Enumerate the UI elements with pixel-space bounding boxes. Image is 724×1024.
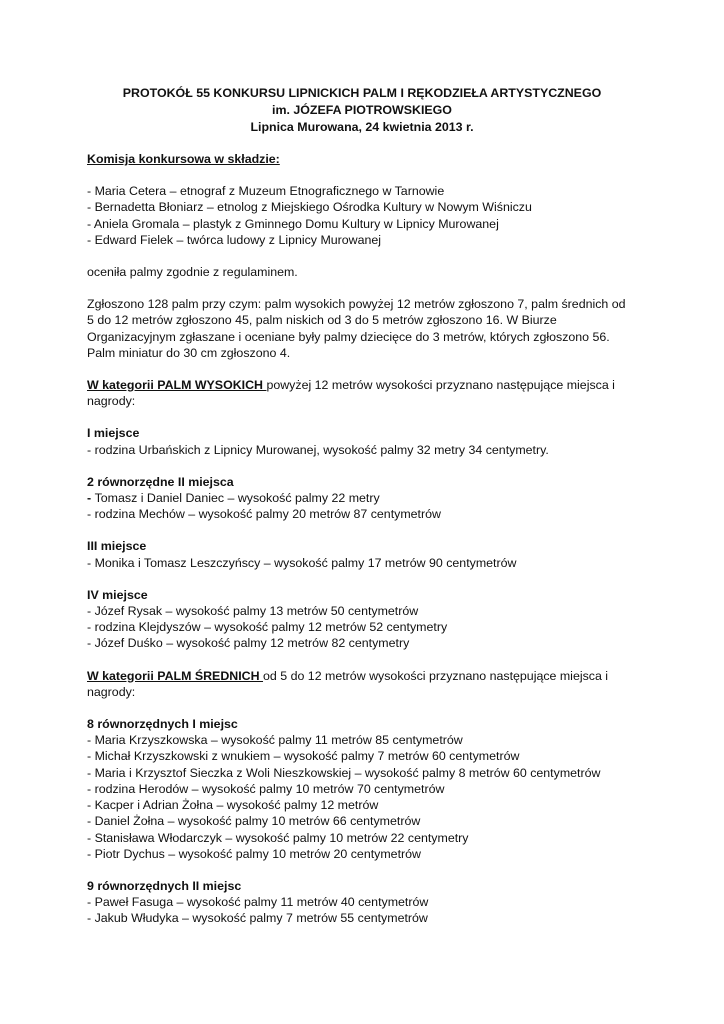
list-item: - Kacper i Adrian Żołna – wysokość palmy 12 metrów — [87, 798, 379, 813]
commission-member: - Edward Fielek – twórca ludowy z Lipnicy Murowanej — [87, 232, 382, 247]
tall-place3-heading: III miejsce — [87, 539, 147, 554]
commission-member: - Bernadetta Błoniarz – etnolog z Miejskiego Ośrodka Kultury w Nowym Wiśniczu — [87, 200, 532, 215]
medium-place1-heading: 8 równorzędnych I miejsc — [87, 717, 238, 732]
list-item: - Józef Rysak – wysokość palmy 13 metrów 50 centymetrów — [87, 604, 419, 619]
protocol-patron: im. JÓZEFA PIOTROWSKIEGO — [272, 103, 452, 117]
commission-verdict: oceniła palmy zgodnie z regulaminem. — [87, 265, 298, 280]
list-item: - Piotr Dychus – wysokość palmy 10 metrów 20 centymetrów — [87, 846, 421, 861]
list-item: - rodzina Klejdyszów – wysokość palmy 12 metrów 52 centymetry — [87, 620, 448, 635]
list-item: - Maria i Krzysztof Sieczka z Woli Nieszkowskiej – wysokość palmy 8 metrów 60 centymetrów — [87, 765, 601, 780]
list-item: - Józef Duśko – wysokość palmy 12 metrów 82 centymetry — [87, 636, 410, 651]
list-item: - Monika i Tomasz Leszczyńscy – wysokość palmy 17 metrów 90 centymetrów — [87, 555, 517, 570]
document-header — [0, 85, 724, 136]
list-item: - Paweł Fasuga – wysokość palmy 11 metrów 40 centymetrów — [87, 895, 429, 910]
list-item: - Michał Krzyszkowski z wnukiem – wysokość palmy 7 metrów 60 centymetrów — [87, 749, 520, 764]
list-dash: - — [87, 491, 95, 506]
medium-category-intro: od 5 do 12 metrów wysokości przyznano następujące miejsca i nagrody: — [87, 668, 609, 699]
list-item — [87, 490, 647, 506]
list-item: - Maria Krzyszkowska – wysokość palmy 11 metrów 85 centymetrów — [87, 733, 463, 748]
commission-member: - Aniela Gromala – plastyk z Gminnego Domu Kultury w Lipnicy Murowanej — [87, 216, 499, 231]
list-item: - Daniel Żołna – wysokość palmy 10 metrów 66 centymetrów — [87, 814, 421, 829]
medium-place2-heading: 9 równorzędnych II miejsc — [87, 878, 242, 893]
list-item: - rodzina Herodów – wysokość palmy 10 metrów 70 centymetrów — [87, 781, 445, 796]
commission-heading: Komisja konkursowa w składzie: — [87, 152, 280, 166]
list-item-text: Tomasz i Daniel Daniec – wysokość palmy 22 metry — [94, 491, 380, 506]
protocol-title: PROTOKÓŁ 55 KONKURSU LIPNICKICH PALM I RĘKODZIEŁA ARTYSTYCZNEGO — [122, 86, 602, 100]
commission-member-list — [87, 183, 647, 248]
tall-category-intro: powyżej 12 metrów wysokości przyznano następujące miejsca i nagrody: — [87, 378, 615, 409]
list-item: - rodzina Urbańskich z Lipnicy Murowanej, wysokość palmy 32 metry 34 centymetry. — [87, 442, 549, 457]
commission-member: - Maria Cetera – etnograf z Muzeum Etnograficznego w Tarnowie — [87, 184, 445, 199]
tall-place4-heading: IV miejsce — [87, 587, 148, 602]
protocol-place-date: Lipnica Murowana, 24 kwietnia 2013 r. — [250, 120, 474, 134]
tall-place2-heading: 2 równorzędne II miejsca — [87, 474, 234, 489]
list-item: - rodzina Mechów – wysokość palmy 20 metrów 87 centymetrów — [87, 507, 441, 522]
tall-category-paragraph — [87, 377, 617, 409]
entries-summary: Zgłoszono 128 palm przy czym: palm wysokich powyżej 12 metrów zgłoszono 7, palm średnich od 5 do 12 metrów zgłoszono 45, palm niskich od 3 do 5 metrów zgłoszono 16. W Biurze Organizacyjnym zgłaszane i oceniane były palmy dziecięce do 3 metrów, których zgłoszono 56. Palm miniatur do 30 cm zgłoszono 4. — [87, 297, 626, 360]
document-body — [87, 151, 647, 927]
list-item: - Jakub Włudyka – wysokość palmy 7 metrów 55 centymetrów — [87, 911, 428, 926]
tall-category-label: W kategorii PALM WYSOKICH — [87, 378, 267, 393]
medium-category-label: W kategorii PALM ŚREDNICH — [87, 668, 264, 683]
tall-place1-heading: I miejsce — [87, 426, 140, 441]
list-item: - Stanisława Włodarczyk – wysokość palmy 10 metrów 22 centymetry — [87, 830, 469, 845]
medium-category-paragraph — [87, 668, 617, 700]
